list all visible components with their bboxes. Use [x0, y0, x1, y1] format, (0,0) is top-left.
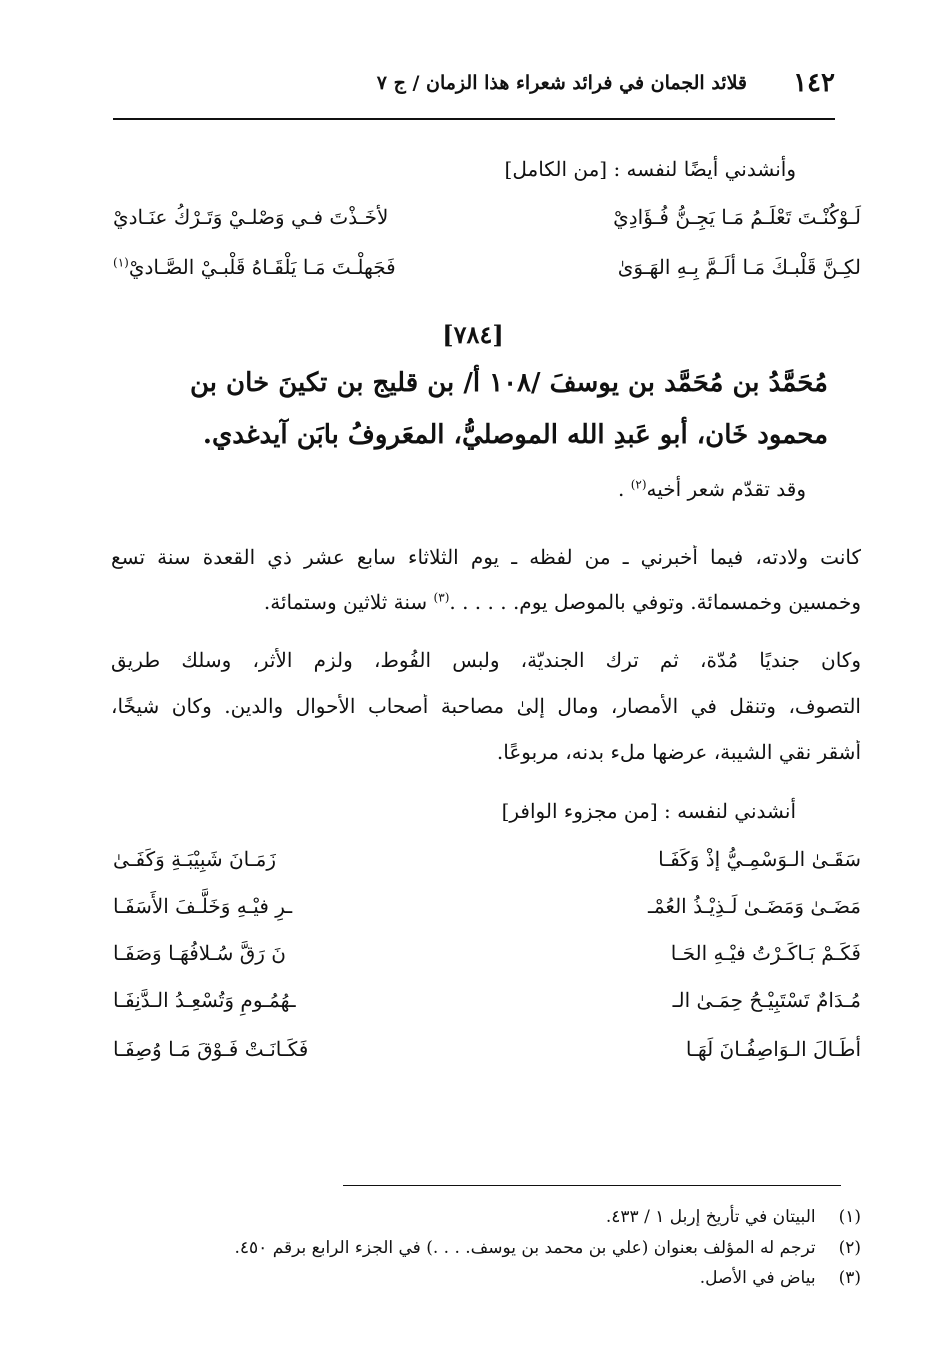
poem2-hemistich-right-2: مَضَـىٰ وَمَضَـىٰ لَـذِيْـذُ العُمْـ — [648, 894, 861, 918]
para-text: وخمسين وخمسمائة. وتوفي بالموصل يوم. . . . . . — [449, 590, 861, 614]
poem2-hemistich-right-4: مُـدَامٌ تَسْتَبِيْـحُ حِمَـىٰ الـ — [672, 988, 861, 1012]
poem2-hemistich-left-2: ـرِ فيْـهِ وَخَلَّـفَ الأَسَفَـا — [113, 894, 293, 918]
footnote-rule — [343, 1185, 841, 1186]
footnote-number: (١) — [838, 1207, 861, 1227]
footnote-3 — [700, 1268, 861, 1288]
poem1-hemistich-right-2: لكِـنَّ قَلْبـكَ مَـا ألَـمَّ بِـهِ الهَـوَىٰ — [617, 255, 861, 279]
header-rule — [113, 118, 835, 120]
paragraph-2-line-3: أشقر نقي الشيبة، عرضها ملء بدنه، مربوعًا. — [496, 740, 861, 764]
footnote-marker: (٣) — [433, 590, 450, 605]
footnote-marker: (٢) — [630, 477, 647, 492]
footnote-number: (٢) — [838, 1238, 861, 1258]
note-text: وقد تقدّم شعر أخيه — [646, 477, 806, 501]
note-line — [618, 478, 806, 500]
poem2-hemistich-right-3: فَكَـمْ بَـاكَـرْتُ فيْـهِ الحَـا — [670, 941, 861, 965]
footnote-marker: (١) — [113, 255, 129, 270]
poem1-hemistich-left-2 — [113, 255, 396, 279]
poem2-hemistich-right-5: أطَـالَ الـوَاصِفُـانَ لَهَـا — [685, 1037, 861, 1061]
footnote-text: ترجم له المؤلف بعنوان (علي بن محمد بن يوسف. . . .) في الجزء الرابع برقم ٤٥٠. — [234, 1238, 816, 1258]
note-end: . — [617, 477, 625, 501]
poem2-hemistich-left-1: زَمَـانَ شَبِيْبَـةِ وَكَفَـىٰ — [113, 847, 276, 871]
entry-title-line-2: محمود خَان، أبو عَبدِ الله الموصليُّ، المعَروفُ بابَن آيدغدي. — [202, 420, 828, 450]
footnote-text: البيتان في تأريخ إربل ١ / ٤٣٣. — [605, 1207, 816, 1227]
footnote-text: بياض في الأصل. — [699, 1268, 816, 1288]
entry-number: [٧٨٤] — [442, 320, 504, 349]
poem2-hemistich-left-3: نَ رَقَّ سُـلافُهَـا وَصَفَـا — [113, 941, 286, 965]
poem2-hemistich-left-4: ـهُمُـومِ وَتُسْعِـدُ الـدَّنِفَـا — [113, 988, 296, 1012]
entry-title-line-1: مُحَمَّدُ بن مُحَمَّد بن يوسفَ /١٠٨ أ/ بن قليج بن تكينَ خان بن — [189, 368, 828, 398]
running-title: قلائد الجمان في فرائد شعراء هذا الزمان / ج ٧ — [376, 72, 747, 94]
poem2-hemistich-right-1: سَقَـىٰ الـوَسْمِـيُّ إذْ وَكَفَـا — [658, 847, 861, 871]
poem1-hemistich-right-1: لَـوْكُنْـتَ تَعْلَـمُ مَـا يَجِـنُّ فُـؤَادِيْ — [613, 205, 861, 229]
poem-intro-1: وأنشدني أيضًا لنفسه : [من الكامل] — [504, 157, 796, 181]
footnote-1 — [606, 1207, 861, 1227]
paragraph-2-line-2: التصوف، وتنقل في الأمصار، ومال إلىٰ مصاحبة أصحاب الأحوال والدين. وكان شيخًا، — [111, 694, 861, 718]
page-header — [113, 68, 835, 104]
footnote-number: (٣) — [838, 1268, 861, 1288]
footnote-2 — [235, 1238, 862, 1258]
paragraph-1-line-2 — [111, 590, 861, 614]
verse-text: فَجَهلْـتَ مَـا يَلْقَـاهُ قَلْبـيْ الصَّـاديْ — [128, 255, 396, 279]
para-text-end: سنة ثلاثين وستمائة. — [263, 590, 428, 614]
paragraph-1-line-1: كانت ولادته، فيما أخبرني ـ من لفظه ـ يوم الثلاثاء سابع عشر ذي القعدة سنة تسع — [111, 545, 861, 569]
page-number: ١٤٢ — [793, 68, 835, 98]
poem2-hemistich-left-5: فَكَـانَـتْ فَـوْقَ مَـا وُصِفَـا — [113, 1037, 309, 1061]
poem1-hemistich-left-1: لأخَـذْتَ فـي وَصْلـيْ وَتَـرْكُ عنَـاديْ — [113, 205, 389, 229]
poem-intro-2: أنشدني لنفسه : [من مجزوء الوافر] — [501, 799, 796, 823]
paragraph-2-line-1: وكان جنديًا مُدّة، ثم ترك الجنديّة، ولبس الفُوط، ولزم الأثر، وسلك طريق — [111, 648, 861, 672]
